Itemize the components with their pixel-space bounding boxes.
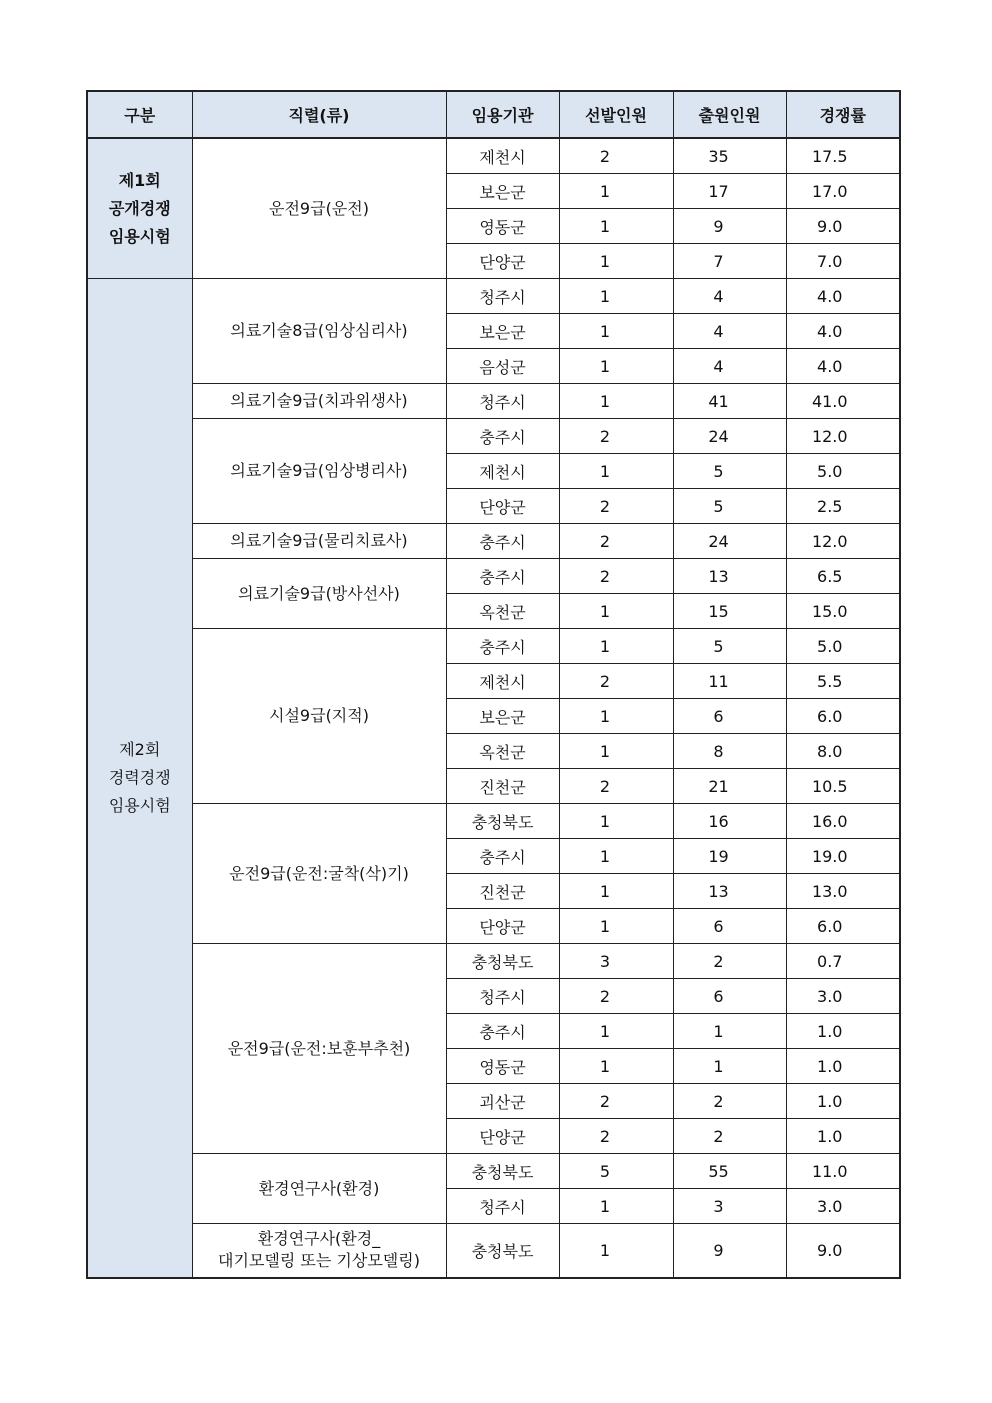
competition-ratio-cell: 15.0 xyxy=(786,594,900,629)
agency-cell: 충주시 xyxy=(446,1014,559,1049)
applicant-count-cell: 6 xyxy=(673,979,786,1014)
table-row xyxy=(87,524,900,559)
agency-cell: 청주시 xyxy=(446,979,559,1014)
applicant-count-cell: 2 xyxy=(673,1119,786,1154)
selected-count-cell: 2 xyxy=(559,138,673,174)
table-body xyxy=(87,138,900,1278)
header-category: 구분 xyxy=(87,91,192,138)
selected-count-cell: 1 xyxy=(559,1014,673,1049)
agency-cell: 단양군 xyxy=(446,489,559,524)
applicant-count-cell: 15 xyxy=(673,594,786,629)
position-cell: 의료기술9급(물리치료사) xyxy=(192,524,446,559)
agency-cell: 충주시 xyxy=(446,524,559,559)
selected-count-cell: 2 xyxy=(559,419,673,454)
applicant-count-cell: 3 xyxy=(673,1189,786,1224)
agency-cell: 영동군 xyxy=(446,209,559,244)
selected-count-cell: 2 xyxy=(559,1119,673,1154)
competition-ratio-cell: 5.0 xyxy=(786,454,900,489)
header-applicants: 출원인원 xyxy=(673,91,786,138)
applicant-count-cell: 41 xyxy=(673,384,786,419)
recruitment-table xyxy=(86,90,901,1279)
applicant-count-cell: 11 xyxy=(673,664,786,699)
applicant-count-cell: 4 xyxy=(673,279,786,314)
table-row xyxy=(87,419,900,454)
competition-ratio-cell: 17.0 xyxy=(786,174,900,209)
selected-count-cell: 2 xyxy=(559,769,673,804)
position-cell: 의료기술8급(임상심리사) xyxy=(192,279,446,384)
applicant-count-cell: 16 xyxy=(673,804,786,839)
applicant-count-cell: 9 xyxy=(673,1224,786,1278)
position-cell: 시설9급(지적) xyxy=(192,629,446,804)
selected-count-cell: 1 xyxy=(559,839,673,874)
selected-count-cell: 1 xyxy=(559,1049,673,1084)
applicant-count-cell: 5 xyxy=(673,629,786,664)
applicant-count-cell: 7 xyxy=(673,244,786,279)
agency-cell: 진천군 xyxy=(446,769,559,804)
competition-ratio-cell: 6.5 xyxy=(786,559,900,594)
selected-count-cell: 1 xyxy=(559,349,673,384)
applicant-count-cell: 21 xyxy=(673,769,786,804)
header-ratio: 경쟁률 xyxy=(786,91,900,138)
selected-count-cell: 1 xyxy=(559,1224,673,1278)
agency-cell: 충주시 xyxy=(446,839,559,874)
competition-ratio-cell: 41.0 xyxy=(786,384,900,419)
agency-cell: 옥천군 xyxy=(446,734,559,769)
agency-cell: 청주시 xyxy=(446,384,559,419)
competition-ratio-cell: 13.0 xyxy=(786,874,900,909)
agency-cell: 충주시 xyxy=(446,629,559,664)
agency-cell: 진천군 xyxy=(446,874,559,909)
applicant-count-cell: 5 xyxy=(673,454,786,489)
applicant-count-cell: 55 xyxy=(673,1154,786,1189)
selected-count-cell: 1 xyxy=(559,594,673,629)
competition-ratio-cell: 3.0 xyxy=(786,1189,900,1224)
applicant-count-cell: 2 xyxy=(673,1084,786,1119)
selected-count-cell: 1 xyxy=(559,384,673,419)
competition-ratio-cell: 6.0 xyxy=(786,699,900,734)
position-cell: 운전9급(운전:굴착(삭)기) xyxy=(192,804,446,944)
position-cell: 환경연구사(환경_ 대기모델링 또는 기상모델링) xyxy=(192,1224,446,1278)
agency-cell: 제천시 xyxy=(446,664,559,699)
position-cell: 운전9급(운전:보훈부추천) xyxy=(192,944,446,1154)
applicant-count-cell: 5 xyxy=(673,489,786,524)
applicant-count-cell: 24 xyxy=(673,524,786,559)
competition-ratio-cell: 12.0 xyxy=(786,524,900,559)
agency-cell: 제천시 xyxy=(446,454,559,489)
selected-count-cell: 2 xyxy=(559,489,673,524)
table-row xyxy=(87,804,900,839)
competition-ratio-cell: 5.0 xyxy=(786,629,900,664)
exam-category-cell: 제1회 공개경쟁 임용시험 xyxy=(87,138,192,279)
agency-cell: 괴산군 xyxy=(446,1084,559,1119)
competition-ratio-cell: 4.0 xyxy=(786,279,900,314)
agency-cell: 청주시 xyxy=(446,279,559,314)
applicant-count-cell: 24 xyxy=(673,419,786,454)
table-row xyxy=(87,944,900,979)
selected-count-cell: 1 xyxy=(559,699,673,734)
header-agency: 임용기관 xyxy=(446,91,559,138)
position-cell: 의료기술9급(임상병리사) xyxy=(192,419,446,524)
agency-cell: 보은군 xyxy=(446,174,559,209)
applicant-count-cell: 1 xyxy=(673,1014,786,1049)
competition-ratio-cell: 1.0 xyxy=(786,1049,900,1084)
competition-ratio-cell: 9.0 xyxy=(786,1224,900,1278)
table-row xyxy=(87,138,900,174)
agency-cell: 보은군 xyxy=(446,314,559,349)
selected-count-cell: 1 xyxy=(559,314,673,349)
applicant-count-cell: 1 xyxy=(673,1049,786,1084)
agency-cell: 제천시 xyxy=(446,138,559,174)
competition-ratio-cell: 4.0 xyxy=(786,314,900,349)
competition-ratio-cell: 7.0 xyxy=(786,244,900,279)
selected-count-cell: 2 xyxy=(559,1084,673,1119)
selected-count-cell: 1 xyxy=(559,209,673,244)
selected-count-cell: 1 xyxy=(559,174,673,209)
agency-cell: 단양군 xyxy=(446,1119,559,1154)
competition-ratio-cell: 1.0 xyxy=(786,1014,900,1049)
selected-count-cell: 5 xyxy=(559,1154,673,1189)
competition-ratio-cell: 8.0 xyxy=(786,734,900,769)
applicant-count-cell: 13 xyxy=(673,559,786,594)
competition-ratio-cell: 2.5 xyxy=(786,489,900,524)
applicant-count-cell: 8 xyxy=(673,734,786,769)
table-row xyxy=(87,1224,900,1278)
selected-count-cell: 2 xyxy=(559,559,673,594)
competition-ratio-cell: 1.0 xyxy=(786,1119,900,1154)
competition-ratio-cell: 4.0 xyxy=(786,349,900,384)
agency-cell: 충주시 xyxy=(446,559,559,594)
selected-count-cell: 1 xyxy=(559,279,673,314)
selected-count-cell: 2 xyxy=(559,524,673,559)
selected-count-cell: 1 xyxy=(559,454,673,489)
selected-count-cell: 1 xyxy=(559,1189,673,1224)
table-header-row xyxy=(87,91,900,138)
applicant-count-cell: 4 xyxy=(673,349,786,384)
competition-ratio-cell: 1.0 xyxy=(786,1084,900,1119)
competition-ratio-cell: 3.0 xyxy=(786,979,900,1014)
selected-count-cell: 1 xyxy=(559,244,673,279)
table-row xyxy=(87,629,900,664)
agency-cell: 단양군 xyxy=(446,244,559,279)
position-cell: 환경연구사(환경) xyxy=(192,1154,446,1224)
competition-ratio-cell: 12.0 xyxy=(786,419,900,454)
selected-count-cell: 1 xyxy=(559,629,673,664)
competition-ratio-cell: 16.0 xyxy=(786,804,900,839)
competition-ratio-cell: 5.5 xyxy=(786,664,900,699)
applicant-count-cell: 19 xyxy=(673,839,786,874)
applicant-count-cell: 6 xyxy=(673,699,786,734)
selected-count-cell: 1 xyxy=(559,909,673,944)
header-position: 직렬(류) xyxy=(192,91,446,138)
applicant-count-cell: 6 xyxy=(673,909,786,944)
table-row xyxy=(87,559,900,594)
agency-cell: 영동군 xyxy=(446,1049,559,1084)
agency-cell: 옥천군 xyxy=(446,594,559,629)
agency-cell: 충청북도 xyxy=(446,1154,559,1189)
table-row xyxy=(87,279,900,314)
position-cell: 운전9급(운전) xyxy=(192,138,446,279)
selected-count-cell: 1 xyxy=(559,874,673,909)
selected-count-cell: 3 xyxy=(559,944,673,979)
applicant-count-cell: 4 xyxy=(673,314,786,349)
applicant-count-cell: 35 xyxy=(673,138,786,174)
table-row xyxy=(87,1154,900,1189)
competition-ratio-cell: 17.5 xyxy=(786,138,900,174)
position-cell: 의료기술9급(방사선사) xyxy=(192,559,446,629)
header-selected: 선발인원 xyxy=(559,91,673,138)
agency-cell: 충청북도 xyxy=(446,804,559,839)
table-row xyxy=(87,384,900,419)
competition-ratio-cell: 11.0 xyxy=(786,1154,900,1189)
competition-ratio-cell: 0.7 xyxy=(786,944,900,979)
selected-count-cell: 1 xyxy=(559,734,673,769)
selected-count-cell: 2 xyxy=(559,664,673,699)
competition-ratio-cell: 19.0 xyxy=(786,839,900,874)
agency-cell: 충청북도 xyxy=(446,944,559,979)
competition-ratio-cell: 6.0 xyxy=(786,909,900,944)
agency-cell: 보은군 xyxy=(446,699,559,734)
applicant-count-cell: 2 xyxy=(673,944,786,979)
applicant-count-cell: 13 xyxy=(673,874,786,909)
agency-cell: 충청북도 xyxy=(446,1224,559,1278)
applicant-count-cell: 9 xyxy=(673,209,786,244)
competition-ratio-cell: 10.5 xyxy=(786,769,900,804)
competition-ratio-cell: 9.0 xyxy=(786,209,900,244)
applicant-count-cell: 17 xyxy=(673,174,786,209)
position-cell: 의료기술9급(치과위생사) xyxy=(192,384,446,419)
agency-cell: 충주시 xyxy=(446,419,559,454)
agency-cell: 청주시 xyxy=(446,1189,559,1224)
agency-cell: 음성군 xyxy=(446,349,559,384)
exam-category-cell: 제2회 경력경쟁 임용시험 xyxy=(87,279,192,1278)
selected-count-cell: 1 xyxy=(559,804,673,839)
agency-cell: 단양군 xyxy=(446,909,559,944)
selected-count-cell: 2 xyxy=(559,979,673,1014)
